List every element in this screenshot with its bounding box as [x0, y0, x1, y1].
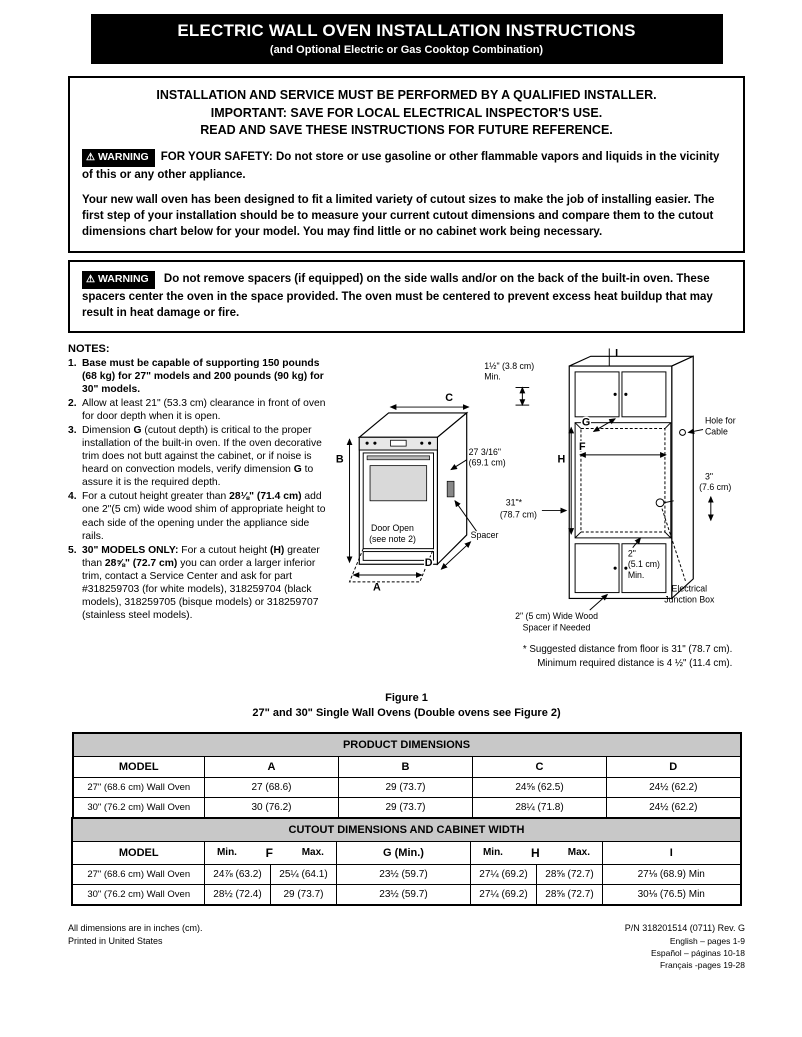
door-open-label: (see note 2): [369, 533, 416, 544]
page-subtitle: (and Optional Electric or Gas Cooktop Combination): [269, 44, 544, 56]
notice-line-3: READ AND SAVE THESE INSTRUCTIONS FOR FUTURE REFERENCE.: [200, 123, 613, 137]
safety-text: Do not store or use gasoline or other flammable vapors and liquids in the vicinity of this or any other appliance.: [82, 150, 720, 181]
oven-knob: [373, 441, 376, 444]
height-31-label: 31"*: [505, 497, 523, 508]
dimension-label-g: G: [581, 416, 591, 429]
dimension-label-h: H: [557, 453, 566, 466]
value-cell: 23½ (59.7): [336, 884, 470, 905]
note-text-segment: 28⅛" (71.4 cm): [229, 491, 302, 503]
h-min-label: Min.: [482, 847, 503, 859]
figure-title: 27" and 30" Single Wall Ovens (Double ovens see Figure 2): [252, 707, 561, 720]
product-table-header-row: [73, 756, 741, 777]
notes-heading: NOTES:: [68, 342, 110, 355]
f-min-label: Min.: [216, 847, 237, 859]
cutout-table-header-row: [72, 841, 740, 864]
note-text-segment: greater than: [82, 544, 320, 569]
oven-spacer-block: [447, 481, 454, 497]
column-header-f: [204, 841, 336, 864]
height-31-label: (78.7 cm): [499, 509, 537, 520]
note-number: 2.: [68, 397, 77, 409]
warning-badge: [82, 271, 155, 289]
cutout-table-title: CUTOUT DIMENSIONS AND CABINET WIDTH: [72, 818, 740, 842]
value-cell: 28⅝ (72.7): [536, 884, 602, 905]
note-text: Allow at least 21" (53.3 cm) clearance in front of oven for door depth when it is open.: [82, 397, 326, 423]
f-max-label: Max.: [301, 847, 324, 859]
cabinet-side-face: [672, 356, 693, 598]
dimension-label-a: A: [372, 581, 381, 594]
top-clearance-label: 1½" (3.8 cm): [484, 360, 535, 371]
model-cell: 30" (76.2 cm) Wall Oven: [72, 884, 204, 905]
page-footer: [68, 922, 745, 972]
oven-drawing: [336, 392, 506, 593]
value-cell: 24½ (62.2): [607, 797, 741, 818]
column-header-h: [470, 841, 602, 864]
cabinet-knob: [614, 393, 617, 396]
cabinet-knob: [624, 393, 627, 396]
model-cell: 30" (76.2 cm) Wall Oven: [73, 797, 205, 818]
installation-diagram: [330, 343, 745, 688]
product-dimensions-table: [72, 732, 742, 819]
h-label: H: [531, 845, 540, 860]
junction-box-label: Junction Box: [664, 594, 715, 605]
spacer-warning-box: [68, 260, 745, 333]
note-4: [68, 490, 326, 542]
note-text: Base must be capable of supporting 150 pounds (68 kg) for 27" models and 200 pounds (90 kg) for 30" models.: [82, 357, 324, 395]
value-cell: 23½ (59.7): [336, 864, 470, 884]
warning-badge-label: WARNING: [97, 150, 149, 163]
spacer-warning: [82, 271, 731, 321]
language-pages-english: English – pages 1-9: [669, 935, 745, 946]
three-inch-label: (7.6 cm): [699, 481, 732, 492]
note-number: 1.: [68, 357, 77, 369]
note-number: 5.: [68, 544, 77, 556]
column-header-model: MODEL: [73, 756, 205, 777]
hole-for-cable-label: Hole for: [704, 415, 736, 426]
note-text-segment: 30" MODELS ONLY:: [82, 544, 179, 556]
language-pages-spanish: Español – páginas 10-18: [650, 947, 745, 958]
column-header-a: A: [205, 756, 339, 777]
bottom-clearance-label: Min.: [627, 569, 645, 580]
note-text-segment: G: [293, 464, 302, 476]
part-number: P/N 318201514 (0711) Rev. G: [624, 922, 745, 933]
value-cell: 28¼ (71.8): [473, 797, 607, 818]
oven-window: [370, 465, 427, 500]
value-cell: 27⅛ (68.9) Min: [602, 864, 740, 884]
column-header-i: I: [602, 841, 740, 864]
note-text-segment: For a cutout height greater than: [82, 491, 230, 503]
note-text: [82, 544, 326, 622]
oven-depth-label: 27 3/16": [468, 446, 502, 457]
safety-warning: [82, 149, 731, 183]
hole-for-cable-label: Cable: [704, 426, 728, 437]
bottom-clearance-label: 2": [627, 548, 636, 559]
cable-hole: [680, 429, 686, 435]
note-text-segment: to assure it is the required depth.: [82, 464, 314, 489]
table-row: [72, 864, 740, 884]
door-open-label: Door Open: [371, 522, 414, 533]
product-table-title: PRODUCT DIMENSIONS: [73, 733, 741, 757]
bottom-clearance-label: (5.1 cm): [627, 558, 660, 569]
note-text-segment: (cutout depth) is critical to the proper installation of the built-in oven. If the oven decorative trim does not butt against the cabinet, or if noise is heard on convection models, verify dimension: [82, 425, 322, 476]
note-number: 3.: [68, 425, 77, 437]
note-text-segment: Dimension: [82, 425, 134, 437]
column-header-b: B: [339, 756, 473, 777]
spacer-label: Spacer: [470, 529, 499, 540]
value-cell: 30⅛ (76.5) Min: [602, 884, 740, 905]
model-cell: 27" (68.6 cm) Wall Oven: [73, 777, 205, 797]
spacer-warning-text: Do not remove spacers (if equipped) on the side walls and/or on the back of the built-in oven. These spacers center the oven in the space provided. The oven must be centered to prevent excess heat buildup that may result in heat damage or fire.: [82, 272, 713, 319]
junction-box-label: Electrical: [671, 583, 708, 594]
oven-door-handle: [367, 456, 429, 460]
model-cell: 27" (68.6 cm) Wall Oven: [72, 864, 204, 884]
note-text-segment: you can order a larger inferior trim, contact a Service Center and ask for part #318259703 (for white models), 318259704 (black models), 318259705 (bisque models) or 318259707 (stainless steel models).: [82, 557, 319, 621]
table-row: [73, 777, 741, 797]
oven-display: [391, 440, 407, 446]
cutout-table-title-row: [72, 818, 740, 842]
value-cell: 27¼ (69.2): [470, 864, 536, 884]
note-3: [68, 424, 326, 489]
warning-triangle-icon: ⚠: [86, 151, 95, 163]
value-cell: 27 (68.6): [205, 777, 339, 797]
value-cell: 25¼ (64.1): [270, 864, 336, 884]
dimension-label-d: D: [424, 556, 433, 569]
column-header-model: MODEL: [72, 841, 204, 864]
notice-line-2: IMPORTANT: SAVE FOR LOCAL ELECTRICAL INSPECTOR'S USE.: [210, 105, 603, 120]
dimension-label-i: I: [615, 347, 619, 360]
value-cell: 24½ (62.2): [607, 777, 741, 797]
footer-left: [68, 922, 203, 972]
oven-depth-label: (69.1 cm): [468, 457, 506, 468]
figure-caption: [68, 691, 745, 722]
note-2: [68, 397, 326, 423]
dimension-label-c: C: [445, 391, 453, 404]
notes-column: [68, 343, 330, 688]
page-title: ELECTRIC WALL OVEN INSTALLATION INSTRUCTIONS: [177, 21, 636, 40]
note-text-segment: 28⅝" (72.7 cm): [104, 557, 178, 569]
column-header-d: D: [607, 756, 741, 777]
note-text: [82, 424, 326, 489]
dimension-label-b: B: [335, 453, 344, 466]
cutout-dimensions-table: [71, 817, 741, 906]
value-cell: 24⅝ (62.5): [473, 777, 607, 797]
value-cell: 28⅝ (72.7): [536, 864, 602, 884]
cabinet-drawing: [484, 347, 735, 632]
note-text-segment: (H): [270, 544, 285, 556]
figure-1-diagram: [330, 343, 745, 683]
installer-notice-box: [68, 76, 745, 253]
value-cell: 30 (76.2): [205, 797, 339, 818]
value-cell: 29 (73.7): [339, 797, 473, 818]
warning-badge: [82, 149, 155, 167]
warning-badge-label: WARNING: [97, 272, 149, 285]
value-cell: 24⅞ (63.2): [204, 864, 270, 884]
oven-knob: [420, 441, 423, 444]
value-cell: 29 (73.7): [339, 777, 473, 797]
column-header-c: C: [473, 756, 607, 777]
language-pages-french: Français -pages 19-28: [659, 960, 745, 971]
warning-triangle-icon: ⚠: [86, 273, 95, 285]
safety-lead-text: FOR YOUR SAFETY:: [160, 150, 273, 163]
notes-and-diagram-section: [68, 343, 745, 688]
note-text-segment: add one 2"(5 cm) wide wood shim of appropriate height to each side of the opening under the appliance side rails.: [82, 491, 326, 542]
footer-right: [625, 922, 745, 972]
column-header-g: G (Min.): [336, 841, 470, 864]
junction-box: [656, 499, 664, 507]
note-text-segment: G: [133, 425, 142, 437]
diagram-footnote-2: Minimum required distance is 4 ½" (11.4 cm).: [537, 657, 733, 669]
product-table-title-row: [73, 733, 741, 757]
dimension-label-f: F: [579, 440, 586, 453]
notice-line-1: INSTALLATION AND SERVICE MUST BE PERFORMED BY A QUALIFIED INSTALLER.: [156, 88, 657, 102]
oven-knob: [366, 441, 369, 444]
table-row: [72, 884, 740, 905]
value-cell: 29 (73.7): [270, 884, 336, 905]
h-max-label: Max.: [567, 847, 590, 859]
note-1: [68, 357, 326, 396]
note-text: [82, 490, 326, 542]
figure-number: Figure 1: [385, 691, 428, 704]
diagram-footnote-1: * Suggested distance from floor is 31" (78.7 cm).: [522, 643, 733, 655]
oven-knob: [428, 441, 431, 444]
cabinet-knob: [614, 566, 617, 569]
note-number: 4.: [68, 491, 77, 503]
note-text-segment: For a cutout height: [178, 544, 271, 556]
title-banner: [91, 14, 723, 64]
wood-spacer-label: Spacer if Needed: [522, 622, 591, 633]
value-cell: 28½ (72.4): [204, 884, 270, 905]
dimensions-note: All dimensions are in inches (cm).: [68, 922, 203, 933]
note-5: [68, 544, 326, 622]
intro-paragraph: Your new wall oven has been designed to fit a limited variety of cutout sizes to make the job of installing easier. The first step of your installation should be to measure your current cutout dimensions and compare them to the cutout dimensions chart below for your model. You may find little or no cabinet work being necessary.: [82, 193, 715, 239]
wood-spacer-label: 2" (5 cm) Wide Wood: [515, 610, 598, 621]
value-cell: 27¼ (69.2): [470, 884, 536, 905]
f-label: F: [265, 845, 274, 860]
top-clearance-label: Min.: [484, 371, 501, 382]
printed-note: Printed in United States: [68, 936, 163, 947]
table-row: [73, 797, 741, 818]
three-inch-label: 3": [704, 471, 713, 482]
